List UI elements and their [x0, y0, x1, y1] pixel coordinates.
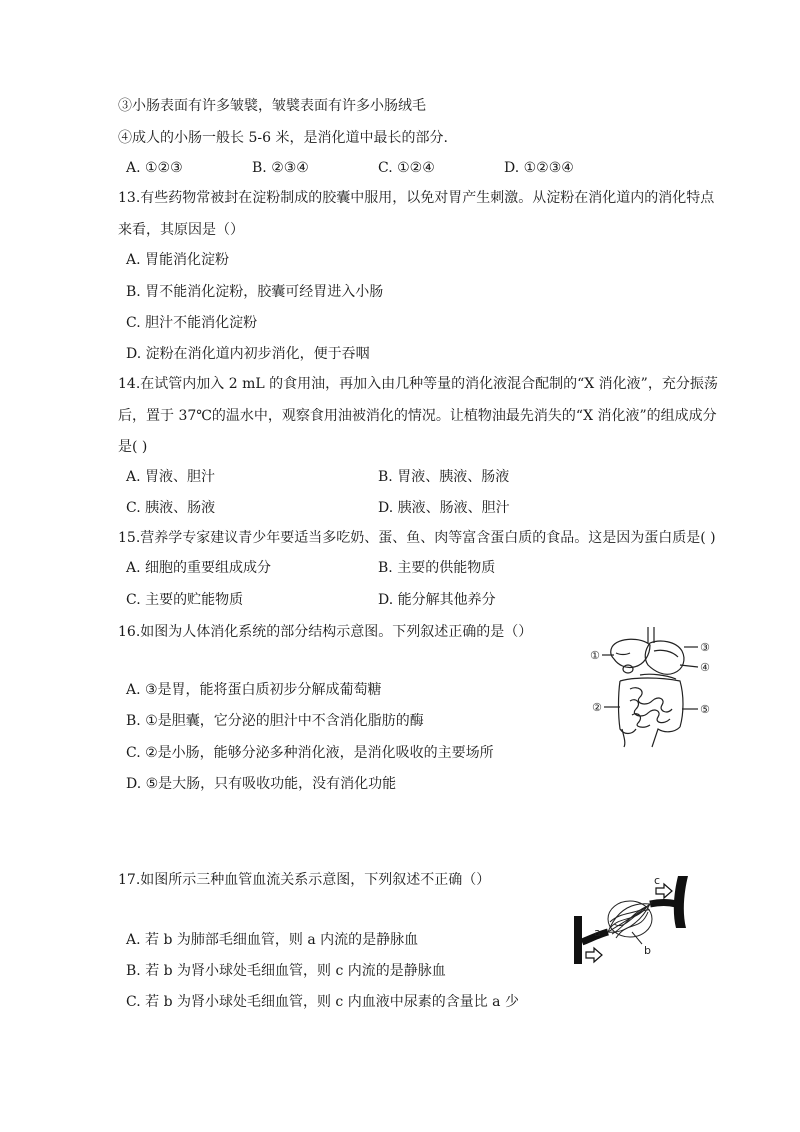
q12-option-a: A. ①②③ — [126, 160, 183, 176]
digestive-system-figure — [590, 625, 720, 750]
q16-figure-label-4: ④ — [700, 661, 710, 674]
q13-stem-line-2: 来看，其原因是（） — [118, 222, 244, 238]
q14-stem-line-3: 是( ) — [118, 439, 148, 455]
q13-option-c: C. 胆汁不能消化淀粉 — [126, 315, 258, 331]
q13-option-a: A. 胃能消化淀粉 — [126, 252, 230, 268]
q14-option-d: D. 胰液、肠液、胆汁 — [378, 500, 510, 516]
q15-option-c: C. 主要的贮能物质 — [126, 592, 244, 608]
q12-option-c: C. ①②④ — [378, 160, 435, 176]
q14-option-c: C. 胰液、肠液 — [126, 500, 216, 516]
q12-option-b: B. ②③④ — [252, 160, 309, 176]
q16-option-b: B. ①是胆囊，它分泌的胆汁中不含消化脂肪的酶 — [126, 713, 424, 729]
q16-figure-label-3: ③ — [700, 641, 710, 654]
q14-option-b: B. 胃液、胰液、肠液 — [378, 469, 510, 485]
q15-option-d: D. 能分解其他养分 — [378, 592, 496, 608]
q16-stem: 16.如图为人体消化系统的部分结构示意图。下列叙述正确的是（） — [118, 624, 533, 640]
q16-option-a: A. ③是胃，能将蛋白质初步分解成葡萄糖 — [126, 682, 382, 698]
q16-figure-label-5: ⑤ — [700, 703, 710, 716]
q17-figure-label-a: a — [594, 926, 601, 939]
q13-option-d: D. 淀粉在消化道内初步消化，便于吞咽 — [126, 346, 370, 362]
q17-figure-label-c: c — [654, 874, 661, 887]
q16-option-d: D. ⑤是大肠，只有吸收功能，没有消化功能 — [126, 776, 397, 792]
blood-vessel-figure — [570, 872, 700, 972]
q17-option-a: A. 若 b 为肺部毛细血管，则 a 内流的是静脉血 — [126, 932, 419, 948]
q17-option-c: C. 若 b 为肾小球处毛细血管，则 c 内血液中尿素的含量比 a 少 — [126, 994, 519, 1010]
q15-option-a: A. 细胞的重要组成成分 — [126, 560, 272, 576]
q16-figure-label-2: ② — [592, 701, 602, 714]
q14-stem-line-1: 14.在试管内加入 2 mL 的食用油，再加入由几种等量的消化液混合配制的“X 消化液”，充分振荡 — [118, 376, 718, 392]
q12-item-4: ④成人的小肠一般长 5-6 米，是消化道中最长的部分. — [118, 130, 448, 146]
q17-stem: 17.如图所示三种血管血流关系示意图，下列叙述不正确（） — [118, 872, 491, 888]
q15-stem: 15.营养学专家建议青少年要适当多吃奶、蛋、鱼、肉等富含蛋白质的食品。这是因为蛋白质是( ) — [118, 530, 716, 546]
q16-figure-label-1: ① — [590, 649, 600, 662]
q12-option-d: D. ①②③④ — [504, 160, 574, 176]
q14-option-a: A. 胃液、胆汁 — [126, 469, 216, 485]
q12-item-3: ③小肠表面有许多皱襞，皱襞表面有许多小肠绒毛 — [118, 98, 426, 114]
q13-option-b: B. 胃不能消化淀粉，胶囊可经胃进入小肠 — [126, 284, 384, 300]
q16-option-c: C. ②是小肠，能够分泌多种消化液，是消化吸收的主要场所 — [126, 745, 494, 761]
q14-stem-line-2: 后，置于 37℃的温水中，观察食用油被消化的情况。让植物油最先消失的“X 消化液”的组成成分 — [118, 408, 717, 424]
q17-figure-label-b: b — [644, 944, 651, 957]
q13-stem-line-1: 13.有些药物常被封在淀粉制成的胶囊中服用，以免对胃产生刺激。从淀粉在消化道内的消化特点 — [118, 190, 715, 206]
q15-option-b: B. 主要的供能物质 — [378, 560, 496, 576]
q17-option-b: B. 若 b 为肾小球处毛细血管，则 c 内流的是静脉血 — [126, 963, 446, 979]
